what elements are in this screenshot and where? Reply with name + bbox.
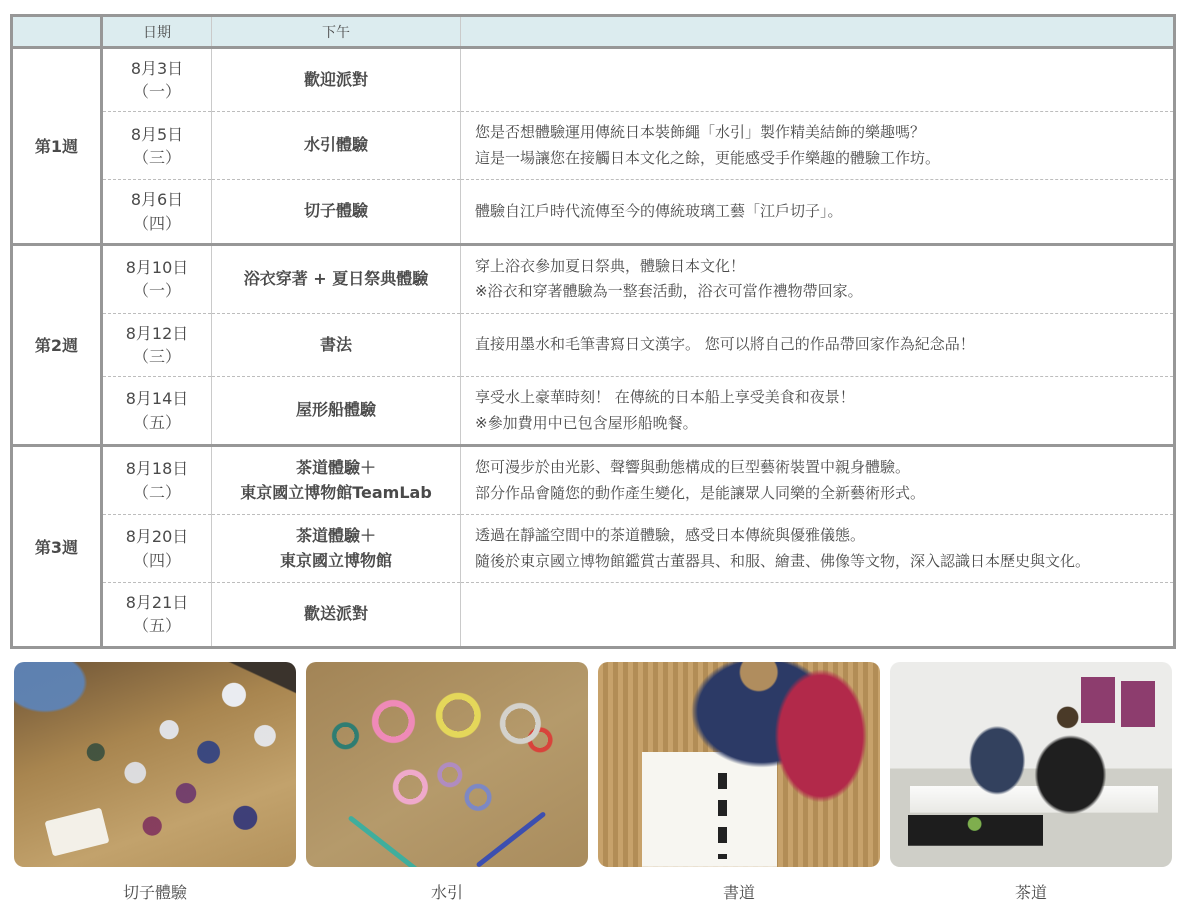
description-line: 穿上浴衣參加夏日祭典，體驗日本文化！ xyxy=(475,256,746,275)
date-cell xyxy=(102,112,212,180)
table-row xyxy=(12,313,1175,376)
activity-line: 水引體驗 xyxy=(303,135,368,155)
gallery-item xyxy=(890,662,1172,903)
activity-cell xyxy=(212,377,461,446)
description-line: 直接用墨水和毛筆書寫日文漢字。 您可以將自己的作品帶回家作為紀念品！ xyxy=(475,335,975,354)
date-text: 8月12日 xyxy=(125,323,189,343)
table-row xyxy=(12,583,1175,647)
header-afternoon-cell: 下午 xyxy=(212,16,461,48)
description-line: 透過在靜謐空間中的茶道體驗，感受日本傳統與優雅儀態。 xyxy=(475,526,866,545)
description-cell xyxy=(461,244,1175,313)
description-line: 部分作品會隨您的動作產生變化，是能讓眾人同樂的全新藝術形式。 xyxy=(475,483,926,502)
week-3-label: 第3週 xyxy=(12,446,102,647)
table-row xyxy=(12,180,1175,244)
weekday-text: （一） xyxy=(132,82,181,102)
description-line: ※浴衣和穿著體驗為一整套活動，浴衣可當作禮物帶回家。 xyxy=(475,282,863,301)
activity-cell xyxy=(212,180,461,244)
description-line: 您是否想體驗運用傳統日本裝飾繩「水引」製作精美結飾的樂趣嗎？ xyxy=(475,123,926,142)
description-line: 這是一場讓您在接觸日本文化之餘，更能感受手作樂趣的體驗工作坊。 xyxy=(475,148,941,167)
activity-line: 屋形船體驗 xyxy=(295,400,376,420)
activity-cell xyxy=(212,244,461,313)
description-line: 您可漫步於由光影、聲響與動態構成的巨型藝術裝置中親身體驗。 xyxy=(475,458,911,477)
date-cell xyxy=(102,313,212,376)
description-line: 體驗自江戶時代流傳至今的傳統玻璃工藝「江戶切子」。 xyxy=(475,201,843,220)
activity-cell xyxy=(212,48,461,112)
description-line: 享受水上豪華時刻！ 在傳統的日本船上享受美食和夜景！ xyxy=(475,388,855,407)
mizuhiki-knots-photo xyxy=(306,662,588,867)
weekday-text: （五） xyxy=(132,412,181,432)
table-row xyxy=(12,446,1175,515)
activity-line: 東京國立博物館 xyxy=(279,550,392,570)
table-row xyxy=(12,377,1175,446)
activity-line: 切子體驗 xyxy=(303,201,368,221)
description-cell xyxy=(461,313,1175,376)
date-cell xyxy=(102,377,212,446)
description-cell xyxy=(461,180,1175,244)
gallery-item xyxy=(598,662,880,903)
photo-caption: 書道 xyxy=(722,882,755,902)
weekday-text: （三） xyxy=(132,147,181,167)
date-text: 8月5日 xyxy=(130,124,184,144)
activity-cell xyxy=(212,515,461,583)
photo-caption: 茶道 xyxy=(1014,882,1047,902)
date-cell xyxy=(102,583,212,647)
weekday-text: （四） xyxy=(132,550,181,570)
photo-caption: 水引 xyxy=(430,882,463,902)
activity-line: 浴衣穿著 + 夏日祭典體驗 xyxy=(243,268,429,288)
tea-ceremony-photo xyxy=(890,662,1172,867)
date-text: 8月21日 xyxy=(125,593,189,613)
activity-line: 歡迎派對 xyxy=(303,69,368,89)
schedule-table xyxy=(10,14,1176,649)
activity-line: 茶道體驗＋ xyxy=(295,457,376,477)
activity-cell xyxy=(212,313,461,376)
table-header-row xyxy=(12,16,1175,48)
description-line: 隨後於東京國立博物館鑑賞古董器具、和服、繪畫、佛像等文物，深入認識日本歷史與文化。 xyxy=(475,551,1091,570)
description-cell xyxy=(461,48,1175,112)
description-cell xyxy=(461,112,1175,180)
description-cell xyxy=(461,515,1175,583)
header-date-cell: 日期 xyxy=(102,16,212,48)
date-cell xyxy=(102,48,212,112)
date-cell xyxy=(102,515,212,583)
calligraphy-photo xyxy=(598,662,880,867)
date-text: 8月6日 xyxy=(130,190,184,210)
week-1-label: 第1週 xyxy=(12,48,102,245)
activity-cell xyxy=(212,112,461,180)
activity-cell xyxy=(212,446,461,515)
date-text: 8月20日 xyxy=(125,527,189,547)
activity-line: 東京國立博物館TeamLab xyxy=(240,482,432,502)
table-row xyxy=(12,244,1175,313)
activity-cell xyxy=(212,583,461,647)
date-text: 8月10日 xyxy=(125,258,189,278)
date-cell xyxy=(102,244,212,313)
date-cell xyxy=(102,180,212,244)
description-cell xyxy=(461,446,1175,515)
weekday-text: （一） xyxy=(132,281,181,301)
gallery-item xyxy=(306,662,588,903)
header-description-cell xyxy=(461,16,1175,48)
activity-line: 書法 xyxy=(319,334,352,354)
kiriko-workshop-photo xyxy=(14,662,296,867)
date-text: 8月3日 xyxy=(130,59,184,78)
week-2-label: 第2週 xyxy=(12,244,102,445)
date-text: 8月14日 xyxy=(125,389,189,409)
photo-gallery xyxy=(14,662,1185,903)
weekday-text: （五） xyxy=(132,616,181,636)
date-cell xyxy=(102,446,212,515)
gallery-item xyxy=(14,662,296,903)
weekday-text: （三） xyxy=(132,346,181,366)
table-row xyxy=(12,48,1175,112)
table-row xyxy=(12,112,1175,180)
header-week-cell xyxy=(12,16,102,48)
activity-line: 歡送派對 xyxy=(303,603,368,623)
weekday-text: （二） xyxy=(132,482,181,502)
date-text: 8月18日 xyxy=(125,459,189,479)
description-line: ※參加費用中已包含屋形船晚餐。 xyxy=(475,413,698,432)
description-cell xyxy=(461,583,1175,647)
activity-line: 茶道體驗＋ xyxy=(295,525,376,545)
weekday-text: （四） xyxy=(132,213,181,233)
table-row xyxy=(12,515,1175,583)
photo-caption: 切子體驗 xyxy=(122,882,187,902)
description-cell xyxy=(461,377,1175,446)
